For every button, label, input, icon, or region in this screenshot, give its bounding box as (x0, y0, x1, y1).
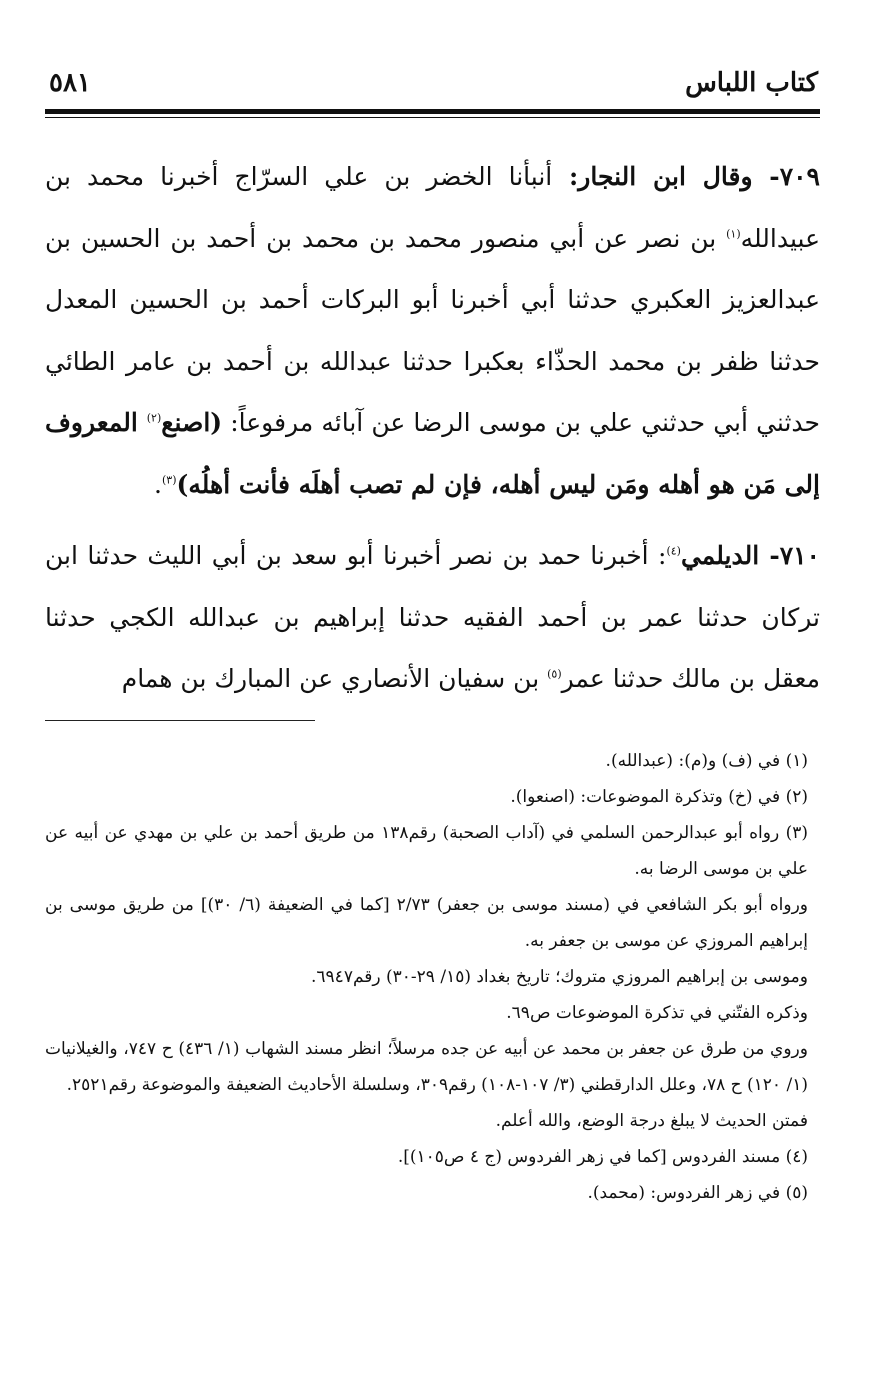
footnote-separator (45, 720, 315, 721)
footnote-3: (٣) رواه أبو عبدالرحمن السلمي في (آداب الصحبة) رقم١٣٨ من طريق أحمد بن علي بن مهدي عن أبيه عن علي بن موسى الرضا به. (45, 822, 808, 879)
isnad-text: : أخبرنا حمد بن نصر أخبرنا أبو سعد بن أبي الليث حدثنا ابن تركان حدثنا عمر بن أحمد الفقيه حدثنا إبراهيم بن عبدالله الكجي حدثنا معقل بن مالك حدثنا عمر (45, 541, 820, 693)
footnote-2: (٢) في (خ) وتذكرة الموضوعات: (اصنعوا). (510, 786, 808, 807)
main-text (45, 146, 820, 710)
hadith-source: وقال ابن النجار: (552, 162, 753, 191)
isnad-text: بن سفيان الأنصاري عن المبارك بن همام (121, 664, 548, 693)
footnote-ref: (١) (726, 227, 741, 241)
header-rule-thick (45, 109, 820, 114)
hadith-709 (45, 146, 820, 515)
footnote-3-cont: وذكره الفتّني في تذكرة الموضوعات ص٦٩. (506, 1002, 808, 1023)
isnad-text: أنبأنا الخضر بن علي السرّاج أخبرنا محمد بن عبيدالله (45, 162, 820, 253)
matn-text: (اصنع (161, 408, 223, 437)
header-rule-thin (45, 117, 820, 118)
book-page (45, 55, 820, 1365)
matn-text: المعروف إلى مَن هو أهله ومَن ليس أهله، فإن لم تصب أهلَه فأنت أهلُه) (45, 408, 820, 499)
footnote-ref: (٢) (146, 411, 162, 425)
footnote-ref: (٤) (666, 544, 681, 558)
hadith-number: ٧٠٩- (752, 162, 820, 191)
footnote-1: (١) في (ف) و(م): (عبدالله). (605, 750, 808, 771)
hadith-number: ٧١٠- (759, 541, 820, 570)
page-number: ٥٨١ (49, 68, 91, 98)
footnote-ref: (٥) (547, 667, 562, 681)
footnote-3-cont: ورواه أبو بكر الشافعي في (مسند موسى بن جعفر) ٢/٧٣ [كما في الضعيفة (٦/ ٣٠)] من طريق موسى بن إبراهيم المروزي عن موسى بن جعفر به. (45, 894, 808, 951)
footnote-4: (٤) مسند الفردوس [كما في زهر الفردوس (ج ٤ ص١٠٥)]. (397, 1146, 808, 1167)
hadith-710 (45, 525, 820, 710)
footnote-3-cont: وروي من طرق عن جعفر بن محمد عن أبيه عن جده مرسلاً؛ انظر مسند الشهاب (١/ ٤٣٦) ح ٧٤٧، والغيلانيات (١/ ١٢٠) ح ٧٨، وعلل الدارقطني (٣/ ١٠٧-١٠٨) رقم٣٠٩، وسلسلة الأحاديث الضعيفة والموضوعة رقم٢٥٢١. (45, 1038, 808, 1095)
page-header (45, 55, 820, 105)
footnote-3-cont: فمتن الحديث لا يبلغ درجة الوضع، والله أعلم. (495, 1110, 808, 1131)
period: . (154, 469, 162, 499)
footnote-3-cont: وموسى بن إبراهيم المروزي متروك؛ تاريخ بغداد (١٥/ ٢٩-٣٠) رقم٦٩٤٧. (311, 966, 808, 987)
footnote-5: (٥) في زهر الفردوس: (محمد). (587, 1182, 808, 1203)
hadith-source: الديلمي (680, 541, 760, 570)
footnote-ref: (٣) (162, 473, 177, 487)
footnotes (45, 743, 820, 1211)
isnad-text: بن نصر عن أبي منصور محمد بن محمد بن أحمد بن الحسين بن عبدالعزيز العكبري حدثنا أبي أخبرنا أبو البركات أحمد بن الحسين المعدل حدثنا ظفر بن محمد الحذّاء بعكبرا حدثنا عبدالله بن أحمد بن عامر الطائي حدثني أبي حدثني علي بن موسى الرضا عن آبائه مرفوعاً: (45, 223, 820, 437)
running-title: كتاب اللباس (685, 68, 818, 98)
